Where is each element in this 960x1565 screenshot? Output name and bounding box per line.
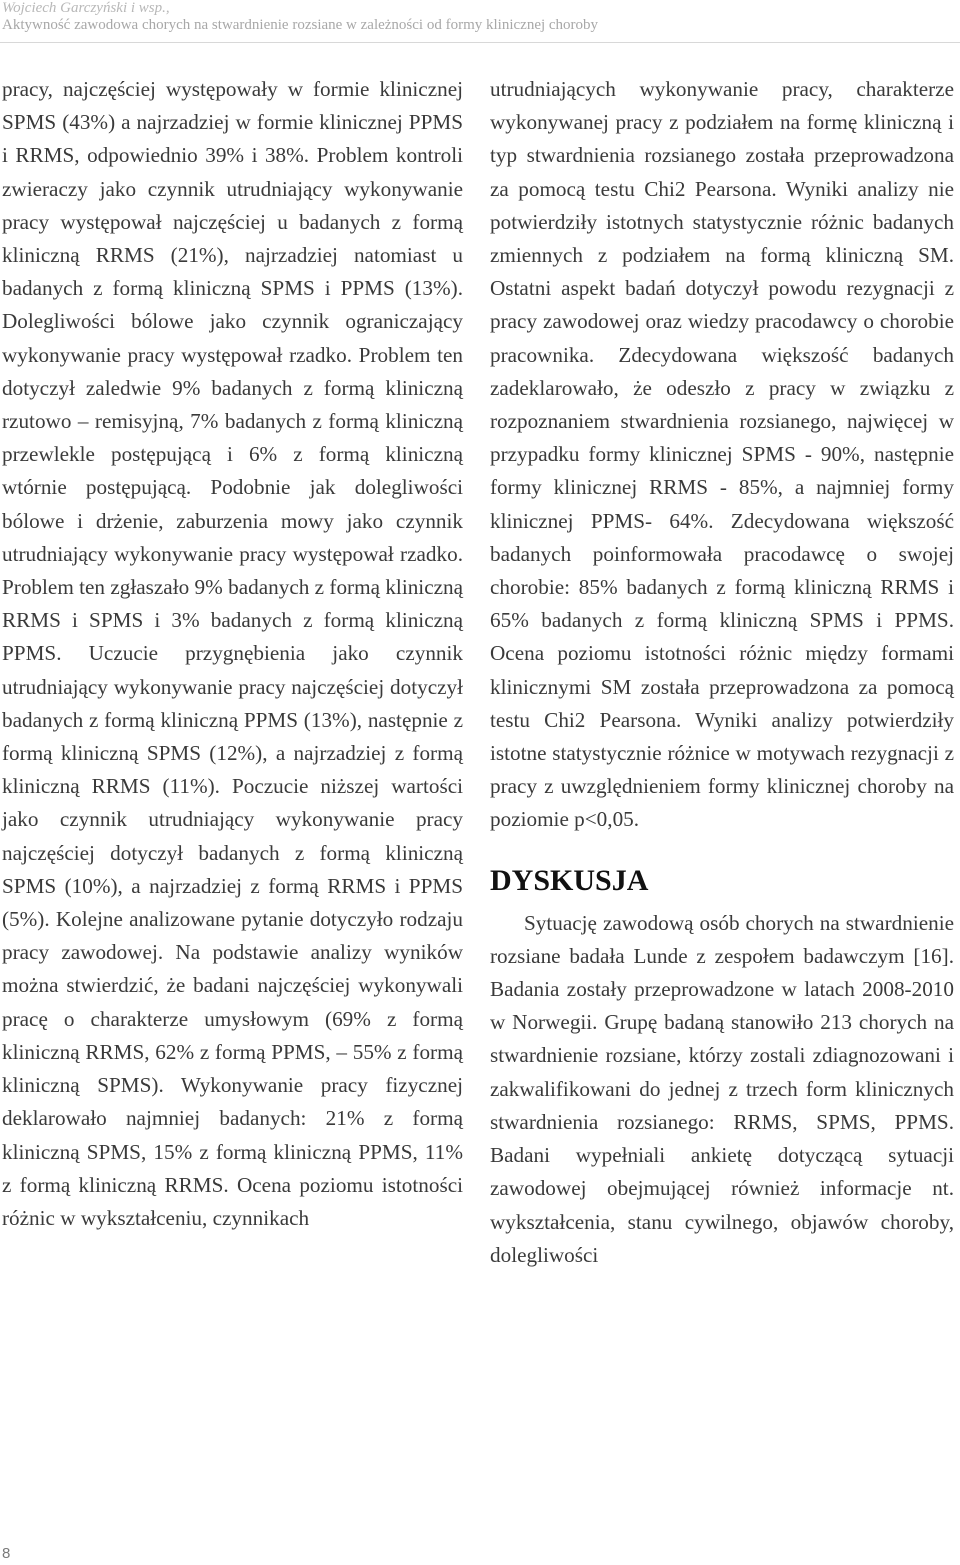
- running-header: [2, 0, 958, 34]
- right-column: [490, 73, 954, 1272]
- page-number: 8: [2, 1545, 11, 1562]
- left-column: [2, 73, 463, 1235]
- header-divider: [0, 42, 960, 43]
- discussion-paragraph: Sytuację zawodową osób chorych na stwardnienie rozsiane badała Lunde z zespołem badawczym [16]. Badania zostały przeprowadzone w latach 2008-2010 w Norwegii. Grupę badaną stanowiło 213 chorych na stwardnienie rozsiane, którzy zostali zdiagnozowani i zakwalifikowani do jednej z trzech form klinicznych stwardnienia rozsianego: RRMS, SPMS, PPMS. Badani wypełniali ankietę dotyczącą sytuacji zawodowej obejmującej również informacje nt. wykształcenia, stanu cywilnego, objawów choroby, dolegliwości: [490, 910, 954, 1267]
- body-paragraph: utrudniających wykonywanie pracy, charakterze wykonywanej pracy z podziałem na formę kliniczną i typ stwardnienia rozsianego została przeprowadzona za pomocą testu Chi2 Pearsona. Wyniki analizy nie potwierdziły istotnych statystycznie różnic badanych zmiennych z podziałem na formą kliniczną SM. Ostatni aspekt badań dotyczył powodu rezygnacji z pracy zawodowej oraz wiedzy pracodawcy o chorobie pracownika. Zdecydowana większość badanych zadeklarowało, że odeszło z pracy w związku z rozpoznaniem stwardnienia rozsianego, najwięcej w przypadku formy klinicznej SPMS - 90%, następnie formy klinicznej RRMS - 85%, a najmniej formy klinicznej PPMS- 64%. Zdecydowana większość badanych poinformowała pracodawcę o swojej chorobie: 85% badanych z formą kliniczną RRMS i 65% badanych z formą kliniczną SPMS i PPMS. Ocena poziomu istotności różnic między formami klinicznymi SM została przeprowadzona za pomocą testu Chi2 Pearsona. Wyniki analizy potwierdziły istotne statystycznie różnice w motywach rezygnacji z pracy z uwzględnieniem formy klinicznej choroby na poziomie p<0,05.: [490, 77, 954, 832]
- header-title: Aktywność zawodowa chorych na stwardnienie rozsiane w zależności od formy klinicznej choroby: [2, 17, 599, 33]
- header-authors: Wojciech Garczyński i wsp.,: [2, 0, 170, 16]
- body-paragraph: pracy, najczęściej występowały w formie klinicznej SPMS (43%) a najrzadziej w formie klinicznej PPMS i RRMS, odpowiednio 39% i 38%. Problem kontroli zwieraczy jako czynnik utrudniający wykonywanie pracy występował najczęściej u badanych z formą kliniczną RRMS (21%), najrzadziej natomiast u badanych z formą kliniczną SPMS i PPMS (13%). Dolegliwości bólowe jako czynnik ograniczający wykonywanie pracy występował rzadko. Problem ten dotyczył zaledwie 9% badanych z formą kliniczną rzutowo – remisyjną, 7% badanych z formą kliniczną przewlekle postępującą i 6% z formą kliniczną wtórnie postępującą. Podobnie jak dolegliwości bólowe i drżenie, zaburzenia mowy jako czynnik utrudniający wykonywanie pracy występował rzadko. Problem ten zgłaszało 9% badanych z formą kliniczną RRMS i SPMS i 3% badanych z formą kliniczną PPMS. Uczucie przygnębienia jako czynnik utrudniający wykonywanie pracy najczęściej dotyczył badanych z formą kliniczną PPMS (13%), następnie z formą kliniczną SPMS (12%), a najrzadziej z formą kliniczną RRMS (11%). Poczucie niższej wartości jako czynnik utrudniający wykonywanie pracy najczęściej dotyczył badanych z formą kliniczną SPMS (10%), a najrzadziej z formą RRMS i PPMS (5%). Kolejne analizowane pytanie dotyczyło rodzaju pracy zawodowej. Na podstawie analizy wyników można stwierdzić, że badani najczęściej wykonywali pracę o charakterze umysłowym (69% z formą kliniczną RRMS, 62% z formą PPMS, – 55% z formą kliniczną SPMS). Wykonywanie pracy fizycznej deklarowało najmniej badanych: 21% z formą kliniczną SPMS, 15% z formą kliniczną PPMS, 11% z formą kliniczną RRMS. Ocena poziomu istotności różnic w wykształceniu, czynnikach: [2, 77, 463, 1230]
- section-heading-discussion: DYSKUSJA: [490, 863, 649, 897]
